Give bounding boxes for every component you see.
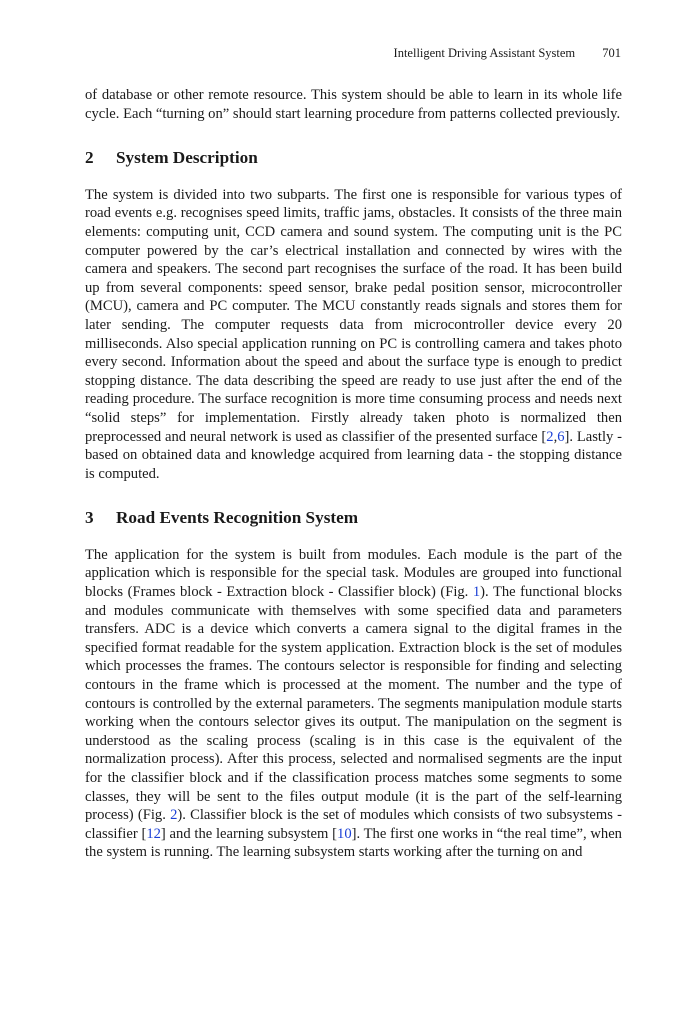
page-content (85, 86, 622, 862)
section-3-paragraph (85, 546, 622, 862)
section-2-number: 2 (85, 148, 94, 168)
section-3-number: 3 (85, 508, 94, 528)
section-2-text-part1: The system is divided into two subparts. The first one is responsible for various types of road events e.g. recognises speed limits, traffic jams, obstacles. It consists of the three main elements: computing unit, CCD camera and sound system. The computing unit is the PC computer powered by the car’s electrical installation and connected by wires with the camera and speakers. The second part recognises the surface of the road. It has been build up from several components: speed sensor, brake pedal position sensor, microcontroller (MCU), camera and PC computer. The MCU constantly reads signals and stores them for later sending. The computer requests data from microcontroller device every 20 milliseconds. Also special application running on PC is controlling camera and takes photo every second. Information about the speed and about the surface type is enough to predict stopping distance. The data describing the speed are ready to use just after the end of the reading procedure. The surface recognition is more time consuming process and needs next “solid steps” for implementation. Firstly already taken photo is normalized then preprocessed and neural network is used as classifier of the presented surface [ (85, 186, 622, 445)
citation-link-10[interactable]: 10 (337, 825, 352, 842)
section-3-heading (85, 509, 622, 528)
figure-link-2[interactable]: 2 (170, 807, 178, 824)
running-title: Intelligent Driving Assistant System (393, 46, 576, 60)
section-2-title: System Description (116, 148, 258, 168)
section-2-text-part2: ]. Lastly - based on obtained data and knowledge acquired from learning data - the stopping distance is computed. (85, 428, 622, 482)
figure-link-1[interactable]: 1 (472, 584, 481, 601)
intro-paragraph: of database or other remote resource. This system should be able to learn in its whole life cycle. Each “turning on” should start learning procedure from patterns collected previously. (85, 87, 622, 122)
section-3-text-part1: The application for the system is built from modules. Each module is the part of the application which is responsible for the special task. Modules are grouped into functional blocks (Frames block - Extraction block - Classifier block) (Fig. (85, 546, 622, 601)
section-2-heading (85, 149, 622, 168)
citation-link-2[interactable]: 2 (546, 428, 554, 445)
section-3-title: Road Events Recognition System (116, 508, 359, 528)
section-3-text-part4: ] and the learning subsystem [ (160, 825, 338, 842)
section-3-text-part3: ). Classifier block is the set of modules which consists of two subsystems - classifier [ (85, 807, 622, 842)
section-3-text-part2: ). The functional blocks and modules communicate with themselves with some specified data and parameters transfers. ADC is a device which converts a camera signal to the digital frames in the specified format readable for the system application. Extraction block is the set of modules which processes the frames. The contours selector is responsible for finding and selecting contours in the frame which is processed at the moment. The number and the type of contours is controlled by the external parameters. The segments manipulation module starts working when the contours selector gives its output. The manipulation on the segment is understood as the scaling process (scaling is in this case is the equivalent of the normalization process). After this process, selected and normalised segments are the input for the classifier block and if the classification process matches some segments to some classes, they will be sent to the files output module (it is the part of the self-learning process) (Fig. (85, 584, 622, 824)
section-3-text-part5: ]. The first one works in “the real time”, when the system is running. The learning subsystem starts working after the turning on and (85, 825, 622, 861)
running-header (394, 46, 621, 61)
page-number: 701 (602, 46, 621, 60)
citation-link-6[interactable]: 6 (557, 428, 565, 445)
citation-link-12[interactable]: 12 (146, 825, 161, 842)
section-2-paragraph (85, 186, 622, 484)
citation-separator: , (553, 428, 558, 445)
